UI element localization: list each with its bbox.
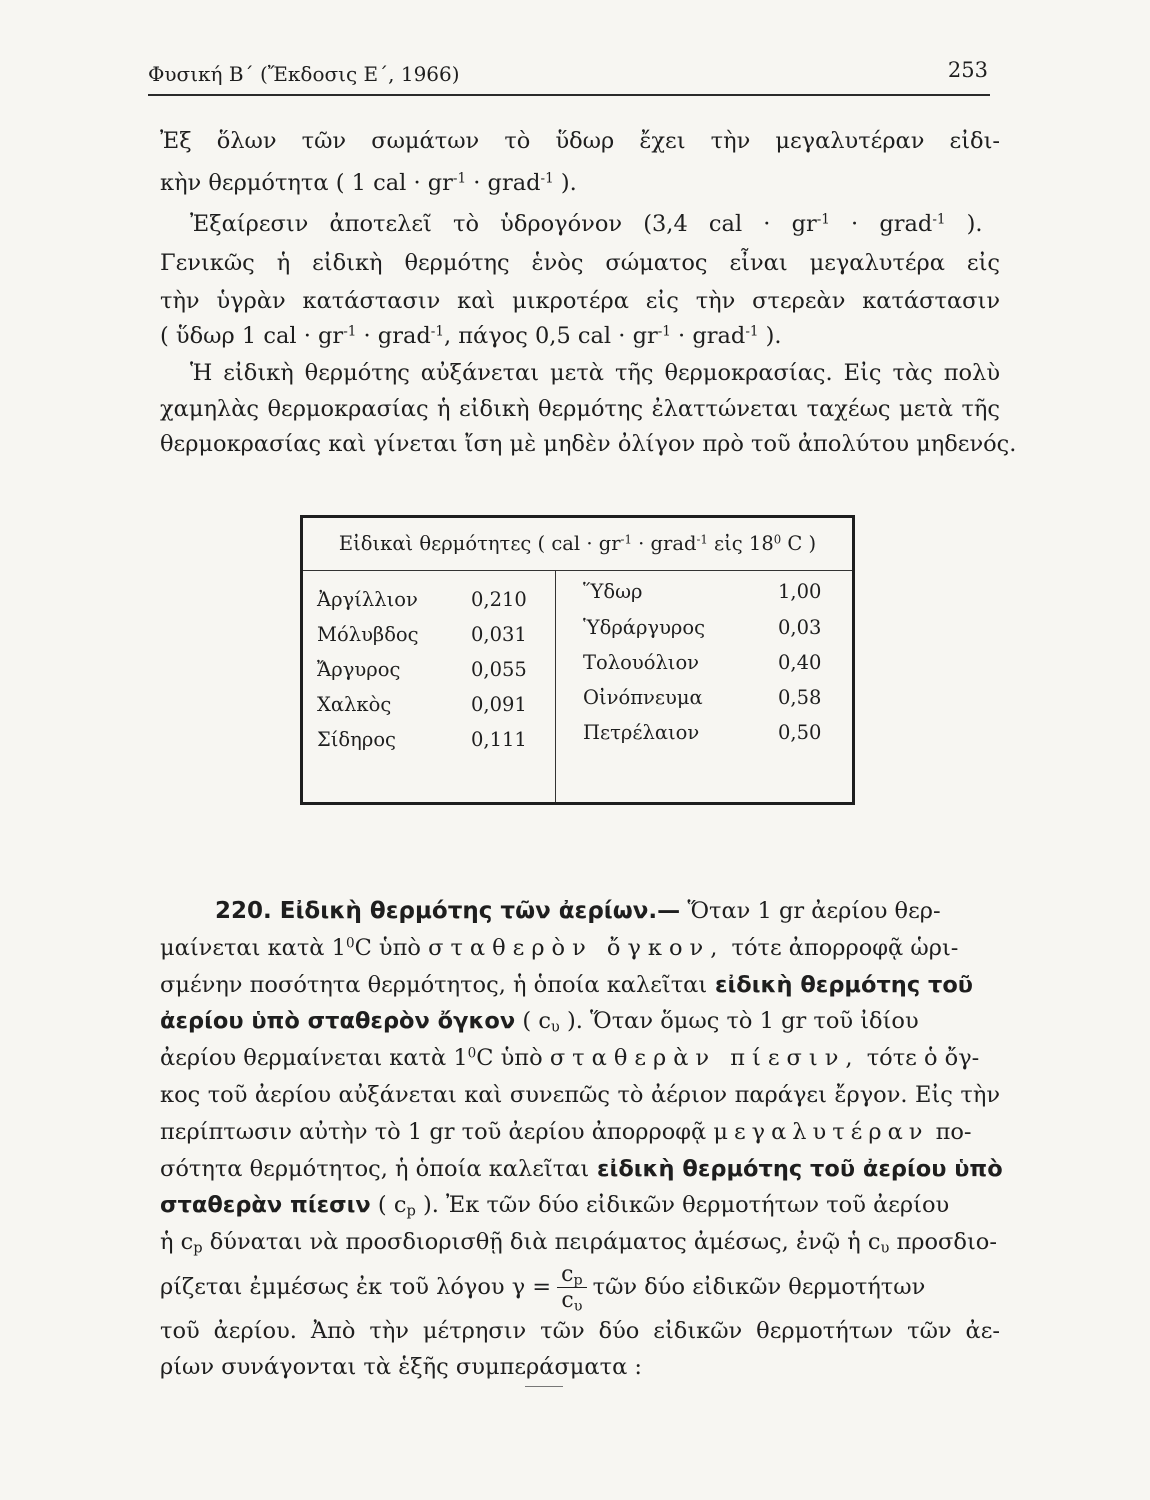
section-line6: κος τοῦ ἀερίου αὐξάνεται καὶ συνεπῶς τὸ ἀέριον παράγει ἔργον. Εἰς τὴν [160,1082,1000,1108]
material-value: 0,40 [778,651,822,674]
material-name: Ἄργυρος [317,658,401,681]
material-value: 0,58 [778,686,822,709]
section-line13: ρίων συνάγονται τὰ ἑξῆς συμπεράσματα : [160,1354,642,1380]
gamma-fraction: $\frac{c_p}{c_\upsilon}$ [557,1262,586,1314]
material-name: Πετρέλαιον [583,721,700,744]
material-name: Μόλυβδος [317,623,419,646]
section-line11: ρίζεται ἐμμέσως ἐκ τοῦ λόγου γ = $\frac{c_p}{c_\upsilon}$ τῶν δύο εἰδικῶν θερμοτήτων [160,1262,926,1315]
para2-line2: Γενικῶς ἡ εἰδικὴ θερμότης ἑνὸς σώματος εἶναι μεγαλυτέρα εἰς [160,250,1000,276]
section-line10: ἡ $c_p$ δύναται νὰ προσδιορισθῇ διὰ πειράματος ἀμέσως, ἐνῷ ἡ $c_\upsilon$ προσδιο- [160,1229,997,1257]
specific-heat-table [300,515,855,805]
para1-line1: Ἐξ ὅλων τῶν σωμάτων τὸ ὕδωρ ἔχει τὴν μεγαλυτέραν εἰδι- [160,128,1000,154]
section-line9: σταθερὰν πίεσιν ( $c_p$ ). Ἐκ τῶν δύο εἰδικῶν θερμοτήτων τοῦ ἀερίου [160,1192,950,1220]
section-heading: 220. Εἰδικὴ θερμότης τῶν ἀερίων.— [215,898,681,924]
para2-line1: Ἐξαίρεσιν ἀποτελεῖ τὸ ὑδρογόνον (3,4 cal · $gr^{-1}$ · grad$^{-1}$ ). [190,211,983,237]
section-line5: ἀερίου θερμαίνεται κατὰ $1^0C$ ὑπὸ σταθερὰν πίεσιν, τότε ὁ ὄγ- [160,1045,980,1071]
material-name: Σίδηρος [317,728,396,751]
page-number: 253 [947,58,988,82]
material-name: Ὑδράργυρος [583,616,706,639]
para2-line3: τὴν ὑγρὰν κατάστασιν καὶ μικροτέρα εἰς τὴν στερεὰν κατάστασιν [160,288,1000,314]
material-value: 1,00 [778,580,822,603]
section-line7: περίπτωσιν αὐτὴν τὸ 1 gr τοῦ ἀερίου ἀπορροφᾷ μεγαλυτέραν πο- [160,1119,972,1145]
section-line1: 220. Εἰδικὴ θερμότης τῶν ἀερίων.— Ὅταν 1 gr ἀερίου θερ- [215,898,941,924]
section-line8: σότητα θερμότητος, ἡ ὁποία καλεῖται εἰδικὴ θερμότης τοῦ ἀερίου ὑπὸ [160,1156,1003,1182]
section-line12: τοῦ ἀερίου. Ἀπὸ τὴν μέτρησιν τῶν δύο εἰδικῶν θερμοτήτων τῶν ἀε- [160,1318,1000,1344]
para3-line3: θερμοκρασίας καὶ γίνεται ἴση μὲ μηδὲν ὀλίγον πρὸ τοῦ ἀπολύτου μηδενός. [160,431,1017,457]
material-name: Οἰνόπνευμα [583,686,703,709]
material-name: Ἀργίλλιον [317,588,418,611]
material-name: Χαλκὸς [317,693,392,716]
page-header [148,58,990,96]
material-value: 0,091 [471,693,527,716]
running-title: Φυσική Β΄ (Ἔκδοσις Ε΄, 1966) [148,62,460,86]
material-name: Ὕδωρ [583,580,643,603]
table-caption: Εἰδικαὶ θερμότητες ( cal · $gr^{-1}$ · grad$^{-1}$ εἰς $18^0$ C ) [303,518,852,571]
section-line2: μαίνεται κατὰ $1^0C$ ὑπὸ σταθερὸν ὄγκον, τότε ἀπορροφᾷ ὡρι- [160,935,959,961]
para3-line1: Ἡ εἰδικὴ θερμότης αὐξάνεται μετὰ τῆς θερμοκρασίας. Εἰς τὰς πολὺ [190,360,1000,386]
material-name: Τολουόλιον [583,651,700,674]
material-value: 0,055 [471,658,527,681]
material-value: 0,111 [471,728,527,751]
para2-line4: ( ὕδωρ 1 cal · $gr^{-1}$ · grad$^{-1}$, πάγος 0,5 cal · $gr^{-1}$ · grad$^{-1}$ ). [160,323,782,349]
section-line3: σμένην ποσότητα θερμότητος, ἡ ὁποία καλεῖται εἰδικὴ θερμότης τοῦ [160,972,974,998]
material-value: 0,031 [471,623,527,646]
material-value: 0,50 [778,721,822,744]
material-value: 0,210 [471,588,527,611]
end-dash [525,1386,563,1387]
para1-line2: κὴν θερμότητα ( 1 cal · $gr^{-1}$ · grad$^{-1}$ ). [160,170,577,196]
material-value: 0,03 [778,616,822,639]
section-line4: ἀερίου ὑπὸ σταθερὸν ὄγκον ( $c_\upsilon$ ). Ὅταν ὅμως τὸ 1 gr τοῦ ἰδίου [160,1008,919,1036]
para3-line2: χαμηλὰς θερμοκρασίας ἡ εἰδικὴ θερμότης ἐλαττώνεται ταχέως μετὰ τῆς [160,396,1000,422]
table-divider [555,570,556,802]
